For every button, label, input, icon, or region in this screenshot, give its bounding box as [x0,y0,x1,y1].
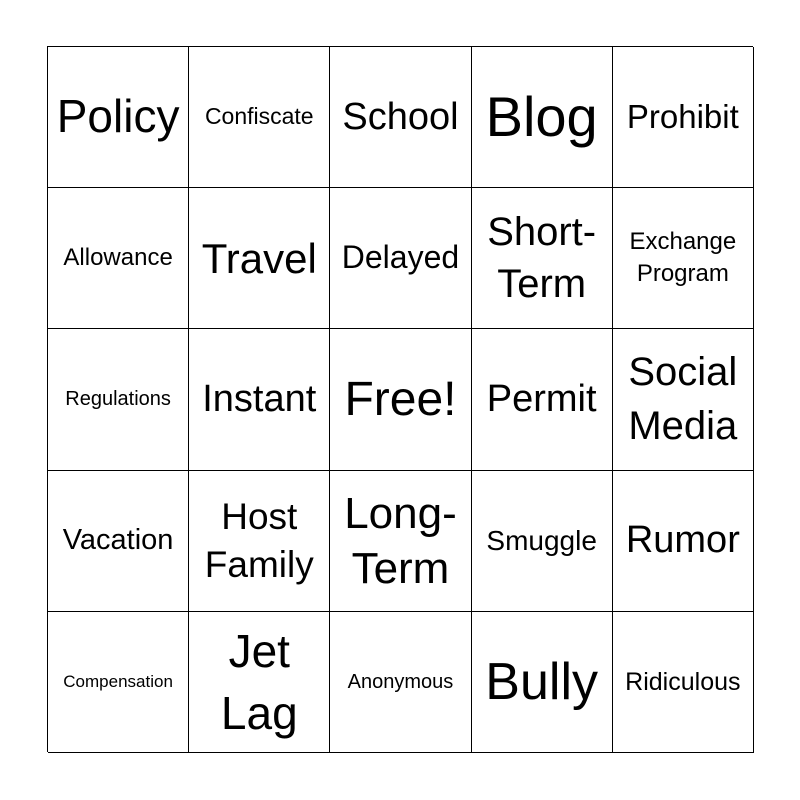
bingo-board [47,46,753,752]
bingo-cell[interactable] [613,471,754,612]
cell-text: Regulations [65,388,171,411]
cell-text-line: Social [628,350,738,395]
cell-text: Anonymous [347,670,454,693]
cell-text: School [342,95,459,138]
cell-text: Compensation [63,672,173,692]
bingo-cell[interactable] [48,329,189,470]
bingo-cell[interactable] [189,188,330,329]
cell-text: Confiscate [204,103,314,130]
cell-text-line: Term [351,543,450,593]
bingo-cell[interactable] [48,612,189,753]
cell-text: Instant [202,378,317,421]
cell-text: Rumor [625,519,740,562]
cell-text-line: Program [636,260,729,288]
cell-text: Vacation [62,524,174,557]
bingo-cell[interactable] [472,188,613,329]
cell-text: Travel [201,234,317,282]
cell-text: Allowance [63,243,173,271]
cell-text: Free! [344,372,457,426]
cell-text-line: Long- [344,488,457,538]
bingo-cell[interactable] [330,47,471,188]
bingo-cell[interactable] [472,329,613,470]
bingo-cell[interactable] [189,612,330,753]
bingo-cell[interactable] [472,612,613,753]
free-space-cell[interactable] [330,329,471,470]
bingo-cell[interactable] [48,471,189,612]
bingo-cell[interactable] [330,188,471,329]
bingo-cell[interactable] [472,47,613,188]
bingo-cell[interactable] [613,329,754,470]
cell-text: Blog [485,84,598,148]
bingo-cell[interactable] [330,612,471,753]
cell-text-line: Jet [228,624,290,677]
cell-text-line: Term [497,262,587,307]
cell-text-line: Short- [487,210,597,255]
cell-text-line: Host [221,495,298,537]
cell-text: Bully [485,652,599,711]
cell-text-line: Media [628,404,738,449]
cell-text-line: Lag [220,686,298,739]
bingo-cell[interactable] [613,188,754,329]
bingo-cell[interactable] [472,471,613,612]
cell-text: Ridiculous [625,667,741,696]
cell-text-line: Exchange [629,227,737,255]
cell-text: Prohibit [626,97,739,135]
cell-text-line: Family [204,543,314,585]
bingo-cell[interactable] [48,188,189,329]
bingo-cell[interactable] [189,47,330,188]
cell-text: Policy [56,90,180,143]
cell-text: Delayed [341,239,460,276]
bingo-cell[interactable] [330,471,471,612]
bingo-cell[interactable] [189,471,330,612]
bingo-cell[interactable] [48,47,189,188]
cell-text: Permit [486,378,597,421]
bingo-cell[interactable] [613,612,754,753]
bingo-cell[interactable] [613,47,754,188]
bingo-cell[interactable] [189,329,330,470]
cell-text: Smuggle [486,524,597,556]
